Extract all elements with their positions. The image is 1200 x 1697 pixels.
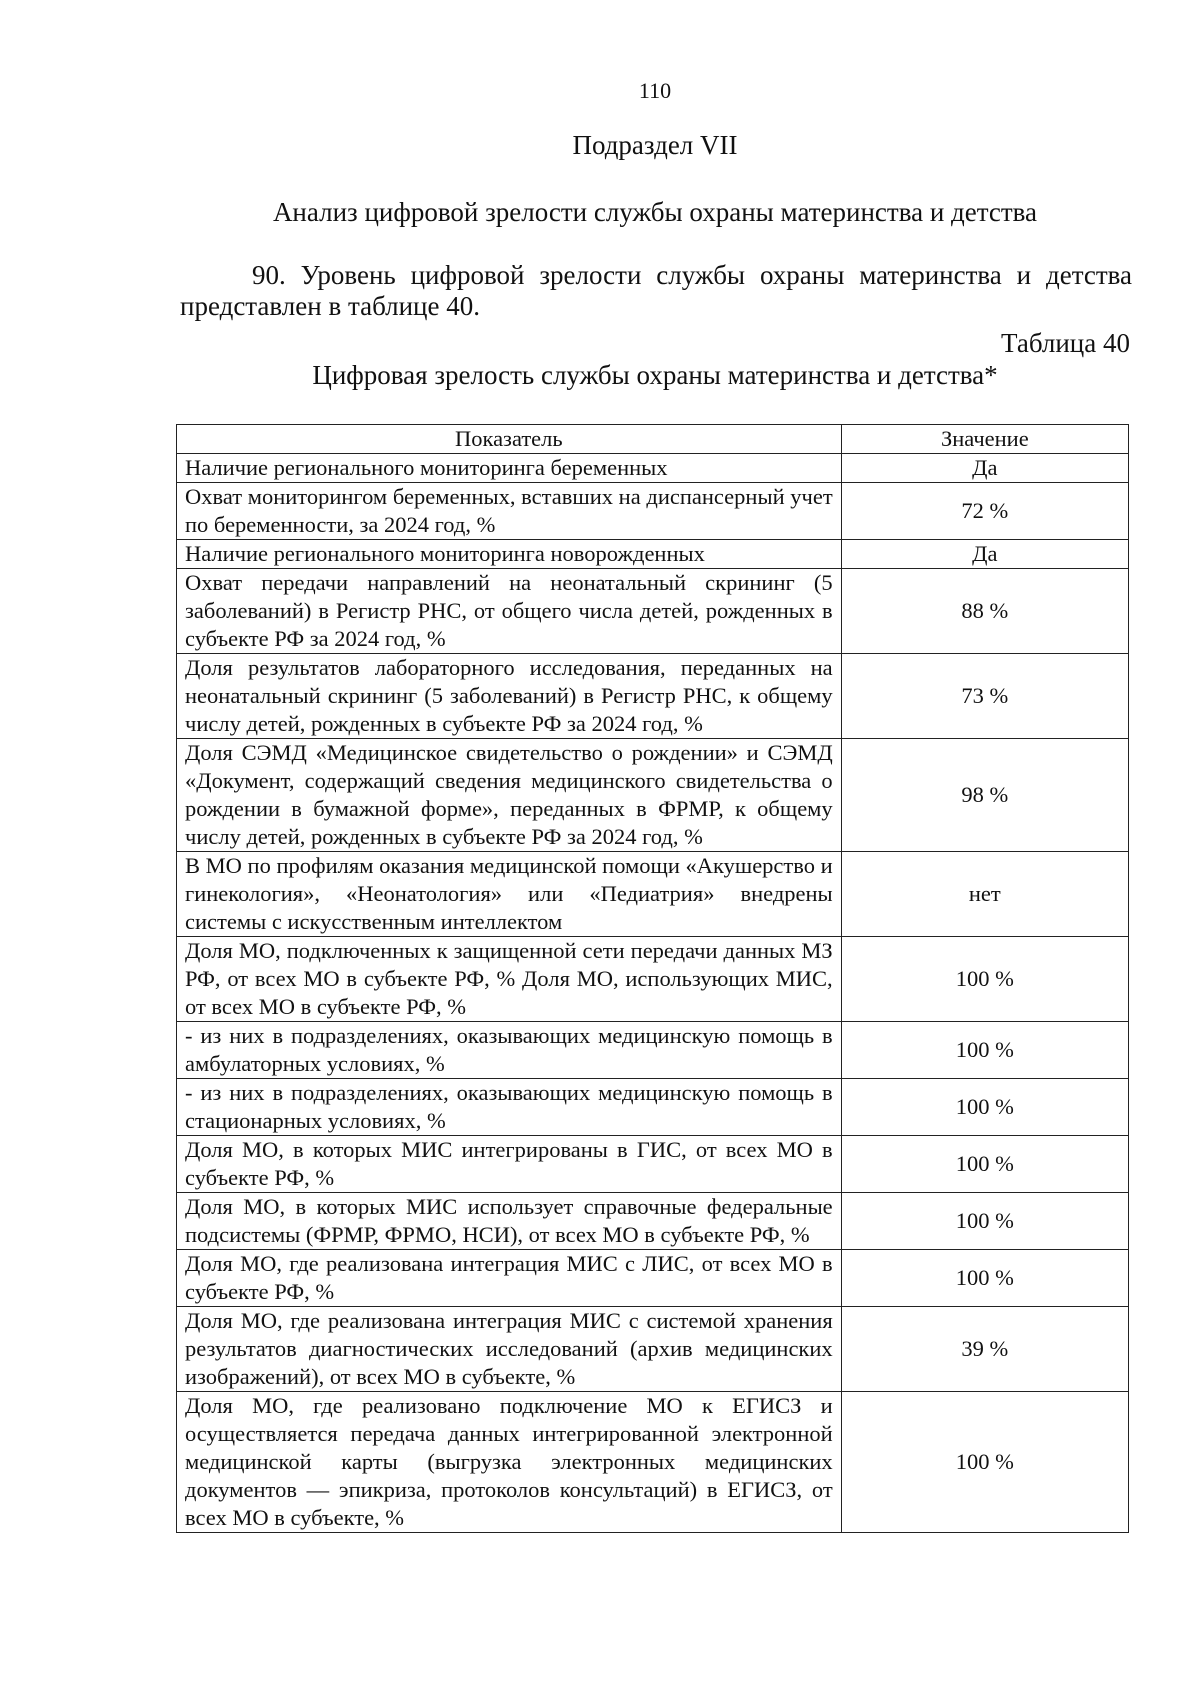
subsection-title: Подраздел VII — [572, 130, 738, 160]
table-title: Цифровая зрелость службы охраны материнства и детства* — [312, 360, 998, 390]
value-cell: Да — [841, 454, 1128, 483]
value-cell: 39 % — [841, 1307, 1128, 1392]
table-row — [177, 1193, 1129, 1250]
value-cell: Да — [841, 540, 1128, 569]
indicator-cell: Доля МО, подключенных к защищенной сети передачи данных МЗ РФ, от всех МО в субъекте РФ, % Доля МО, использующих МИС, от всех МО в субъекте РФ, % — [177, 937, 842, 1022]
table-row — [177, 1307, 1129, 1392]
intro-paragraph-text: 90. Уровень цифровой зрелости службы охраны материнства и детства представлен в таблице 40. — [180, 260, 1132, 321]
indicator-cell: Доля МО, где реализована интеграция МИС с ЛИС, от всех МО в субъекте РФ, % — [177, 1250, 842, 1307]
indicator-cell: Охват мониторингом беременных, вставших на диспансерный учет по беременности, за 2024 год, % — [177, 483, 842, 540]
indicator-cell: Доля результатов лабораторного исследования, переданных на неонатальный скрининг (5 заболеваний) в Регистр РНС, к общему числу детей, рожденных в субъекте РФ за 2024 год, % — [177, 654, 842, 739]
indicator-cell: В МО по профилям оказания медицинской помощи «Акушерство и гинекология», «Неонатология» или «Педиатрия» внедрены системы с искусственным интеллектом — [177, 852, 842, 937]
table-row — [177, 1136, 1129, 1193]
column-header-value: Значение — [841, 425, 1128, 454]
value-cell: 100 % — [841, 1193, 1128, 1250]
table-row — [177, 1022, 1129, 1079]
table-row — [177, 540, 1129, 569]
indicator-cell: Наличие регионального мониторинга беременных — [177, 454, 842, 483]
table-header-row — [177, 425, 1129, 454]
table-row — [177, 1250, 1129, 1307]
value-cell: нет — [841, 852, 1128, 937]
indicator-cell: Охват передачи направлений на неонатальный скрининг (5 заболеваний) в Регистр РНС, от общего числа детей, рожденных в субъекте РФ за 2024 год, % — [177, 569, 842, 654]
value-cell: 72 % — [841, 483, 1128, 540]
value-cell: 100 % — [841, 1079, 1128, 1136]
indicator-cell: - из них в подразделениях, оказывающих медицинскую помощь в амбулаторных условиях, % — [177, 1022, 842, 1079]
table-row — [177, 1392, 1129, 1533]
table-row — [177, 852, 1129, 937]
indicator-cell: Доля СЭМД «Медицинское свидетельство о рождении» и СЭМД «Документ, содержащий сведения медицинского свидетельства о рождении в бумажной форме», переданных в ФРМР, к общему числу детей, рожденных в субъекте РФ за 2024 год, % — [177, 739, 842, 852]
value-cell: 100 % — [841, 937, 1128, 1022]
indicator-cell: Доля МО, в которых МИС использует справочные федеральные подсистемы (ФРМР, ФРМО, НСИ), от всех МО в субъекте РФ, % — [177, 1193, 842, 1250]
table-row — [177, 483, 1129, 540]
column-header-indicator: Показатель — [177, 425, 842, 454]
page-number: 110 — [638, 78, 672, 103]
table-label: Таблица 40 — [1001, 328, 1130, 358]
table-row — [177, 569, 1129, 654]
value-cell: 73 % — [841, 654, 1128, 739]
table-row — [177, 454, 1129, 483]
value-cell: 100 % — [841, 1022, 1128, 1079]
indicator-cell: - из них в подразделениях, оказывающих медицинскую помощь в стационарных условиях, % — [177, 1079, 842, 1136]
indicator-cell: Наличие регионального мониторинга новорожденных — [177, 540, 842, 569]
table-row — [177, 937, 1129, 1022]
indicator-cell: Доля МО, в которых МИС интегрированы в ГИС, от всех МО в субъекте РФ, % — [177, 1136, 842, 1193]
indicator-cell: Доля МО, где реализовано подключение МО к ЕГИСЗ и осуществляется передача данных интегрированной электронной медицинской карты (выгрузка электронных медицинских документов — эпикриза, протоколов консультаций) в ЕГИСЗ, от всех МО в субъекте, % — [177, 1392, 842, 1533]
value-cell: 100 % — [841, 1392, 1128, 1533]
table-row — [177, 739, 1129, 852]
table-row — [177, 1079, 1129, 1136]
value-cell: 88 % — [841, 569, 1128, 654]
intro-paragraph — [180, 260, 1132, 322]
value-cell: 100 % — [841, 1250, 1128, 1307]
indicator-cell: Доля МО, где реализована интеграция МИС с системой хранения результатов диагностических исследований (архив медицинских изображений), от всех МО в субъекте, % — [177, 1307, 842, 1392]
digital-maturity-table — [176, 424, 1129, 1533]
value-cell: 98 % — [841, 739, 1128, 852]
section-heading: Анализ цифровой зрелости службы охраны материнства и детства — [272, 197, 1038, 227]
table-row — [177, 654, 1129, 739]
value-cell: 100 % — [841, 1136, 1128, 1193]
